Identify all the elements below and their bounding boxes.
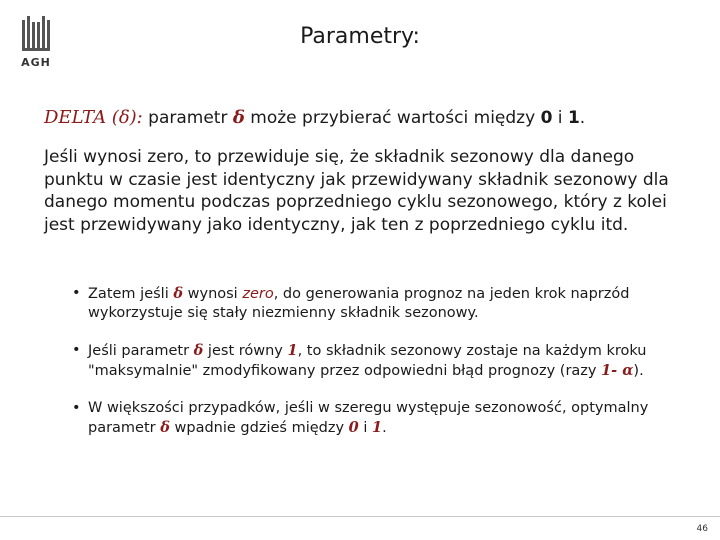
list-item: • W większości przypadków, jeśli w szeregu występuje sezonowość, optymalny parametr δ wpadnie gdzieś między 0 i 1.: [88, 399, 684, 438]
delta-symbol: δ: [232, 107, 245, 128]
footer-divider: [0, 516, 720, 517]
logo-text: AGH: [21, 56, 51, 69]
bullet-list: [88, 284, 684, 456]
delta-label: DELTA (δ):: [44, 107, 143, 128]
list-item: • Jeśli parametr δ jest równy 1, to składnik sezonowy zostaje na każdym kroku "maksymalnie" zmodyfikowany przez odpowiedni błąd prognozy (razy 1- α).: [88, 341, 684, 381]
delta-heading: DELTA (δ): parametr δ może przybierać wartości między 0 i 1.: [44, 107, 586, 128]
slide-title: Parametry:: [300, 24, 420, 49]
main-paragraph: Jeśli wynosi zero, to przewiduje się, że składnik sezonowy dla danego punktu w czasie jest identyczny jak przewidywany składnik sezonowy dla danego momentu podczas poprzedniego cyklu sezonowego, który z kolei jest przewidywany jako identyczny, jak ten z poprzedniego cyklu itd.: [44, 147, 669, 235]
list-item: • Zatem jeśli δ wynosi zero, do generowania prognoz na jeden krok naprzód wykorzystuje się stały niezmienny składnik sezonowy.: [88, 284, 684, 323]
page-number: 46: [696, 524, 708, 534]
